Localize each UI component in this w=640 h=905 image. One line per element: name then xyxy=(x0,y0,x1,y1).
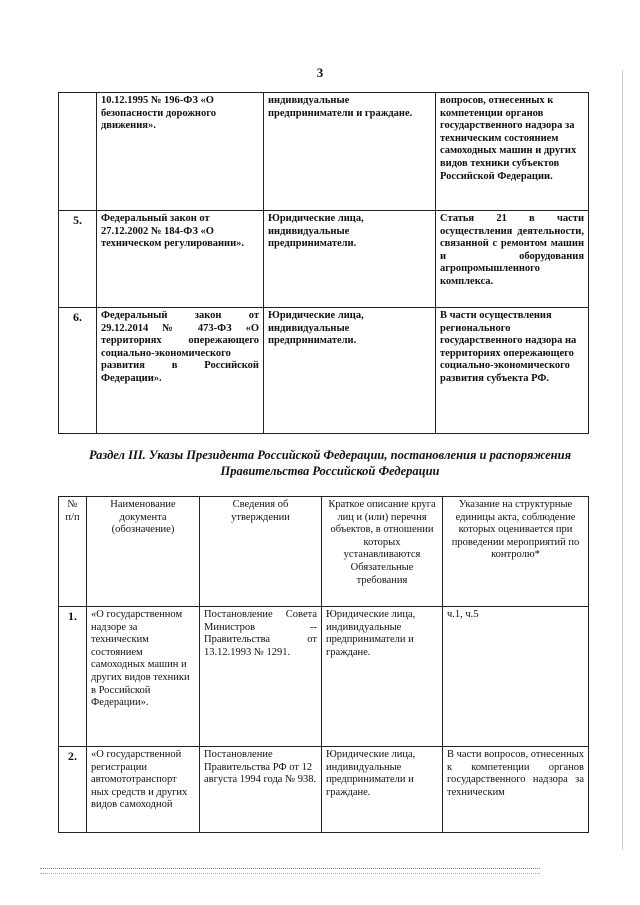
structural-parts: В части осуществления регионального государственного надзора на территориях опережающего социально-экономического развития субъекта РФ. xyxy=(436,308,589,434)
persons-description: Юридические лица, индивидуальные предприниматели. xyxy=(264,308,436,434)
header-number: № п/п xyxy=(59,497,87,607)
section-title: Раздел III. Указы Президента Российской Федерации, постановления и распоряжения Правительства Российской Федерации xyxy=(88,448,572,478)
page-number: 3 xyxy=(316,65,324,80)
persons-description: Юридические лица, индивидуальные предприниматели и граждане. xyxy=(322,747,443,833)
table-row xyxy=(59,308,589,434)
header-document: Наименование документа (обозначение) xyxy=(87,497,200,607)
document-name: «О государственной регистрации автомототранспорт ных средств и других видов самоходной xyxy=(87,747,200,833)
table-row xyxy=(59,607,589,747)
structural-units: В части вопросов, отнесенных к компетенции органов государственного надзора за техническим xyxy=(443,747,589,833)
table-row xyxy=(59,93,589,211)
header-persons: Краткое описание круга лиц и (или) перечня объектов, в отношении которых устанавливаются Обязательные требования xyxy=(322,497,443,607)
scan-artifact-strip xyxy=(40,868,540,874)
persons-description: индивидуальные предприниматели и граждане. xyxy=(264,93,436,211)
persons-description: Юридические лица, индивидуальные предприниматели. xyxy=(264,211,436,308)
table-header-row xyxy=(59,497,589,607)
row-number xyxy=(59,93,97,211)
approval-info: Постановление Правительства РФ от 12 августа 1994 года № 938. xyxy=(200,747,322,833)
table-row xyxy=(59,211,589,308)
decrees-table xyxy=(58,496,589,833)
table-row xyxy=(59,747,589,833)
header-approval: Сведения об утверждении xyxy=(200,497,322,607)
row-number: 6. xyxy=(59,308,97,434)
structural-parts: Статья 21 в части осуществления деятельности, связанной с ремонтом машин и оборудования агропромышленного комплекса. xyxy=(436,211,589,308)
document-name: Федеральный закон от 29.12.2014 № 473-ФЗ «О территориях опережающего социально-экономического развития в Российской Федерации». xyxy=(97,308,264,434)
structural-parts: вопросов, отнесенных к компетенции органов государственного надзора за техническим состоянием самоходных машин и других видов техники субъектов Российской Федерации. xyxy=(436,93,589,211)
scan-edge-mark xyxy=(622,70,623,850)
approval-info: Постановление Совета Министров -- Правительства от 13.12.1993 № 1291. xyxy=(200,607,322,747)
row-number: 2. xyxy=(59,747,87,833)
document-name: 10.12.1995 № 196-ФЗ «О безопасности дорожного движения». xyxy=(97,93,264,211)
row-number: 1. xyxy=(59,607,87,747)
persons-description: Юридические лица, индивидуальные предприниматели и граждане. xyxy=(322,607,443,747)
document-name: Федеральный закон от 27.12.2002 № 184-ФЗ «О техническом регулировании». xyxy=(97,211,264,308)
document-name: «О государственном надзоре за техническим состоянием самоходных машин и других видов техники в Российской Федерации». xyxy=(87,607,200,747)
structural-units: ч.1, ч.5 xyxy=(443,607,589,747)
row-number: 5. xyxy=(59,211,97,308)
laws-table xyxy=(58,92,589,434)
header-units: Указание на структурные единицы акта, соблюдение которых оценивается при проведении мероприятий по контролю* xyxy=(443,497,589,607)
